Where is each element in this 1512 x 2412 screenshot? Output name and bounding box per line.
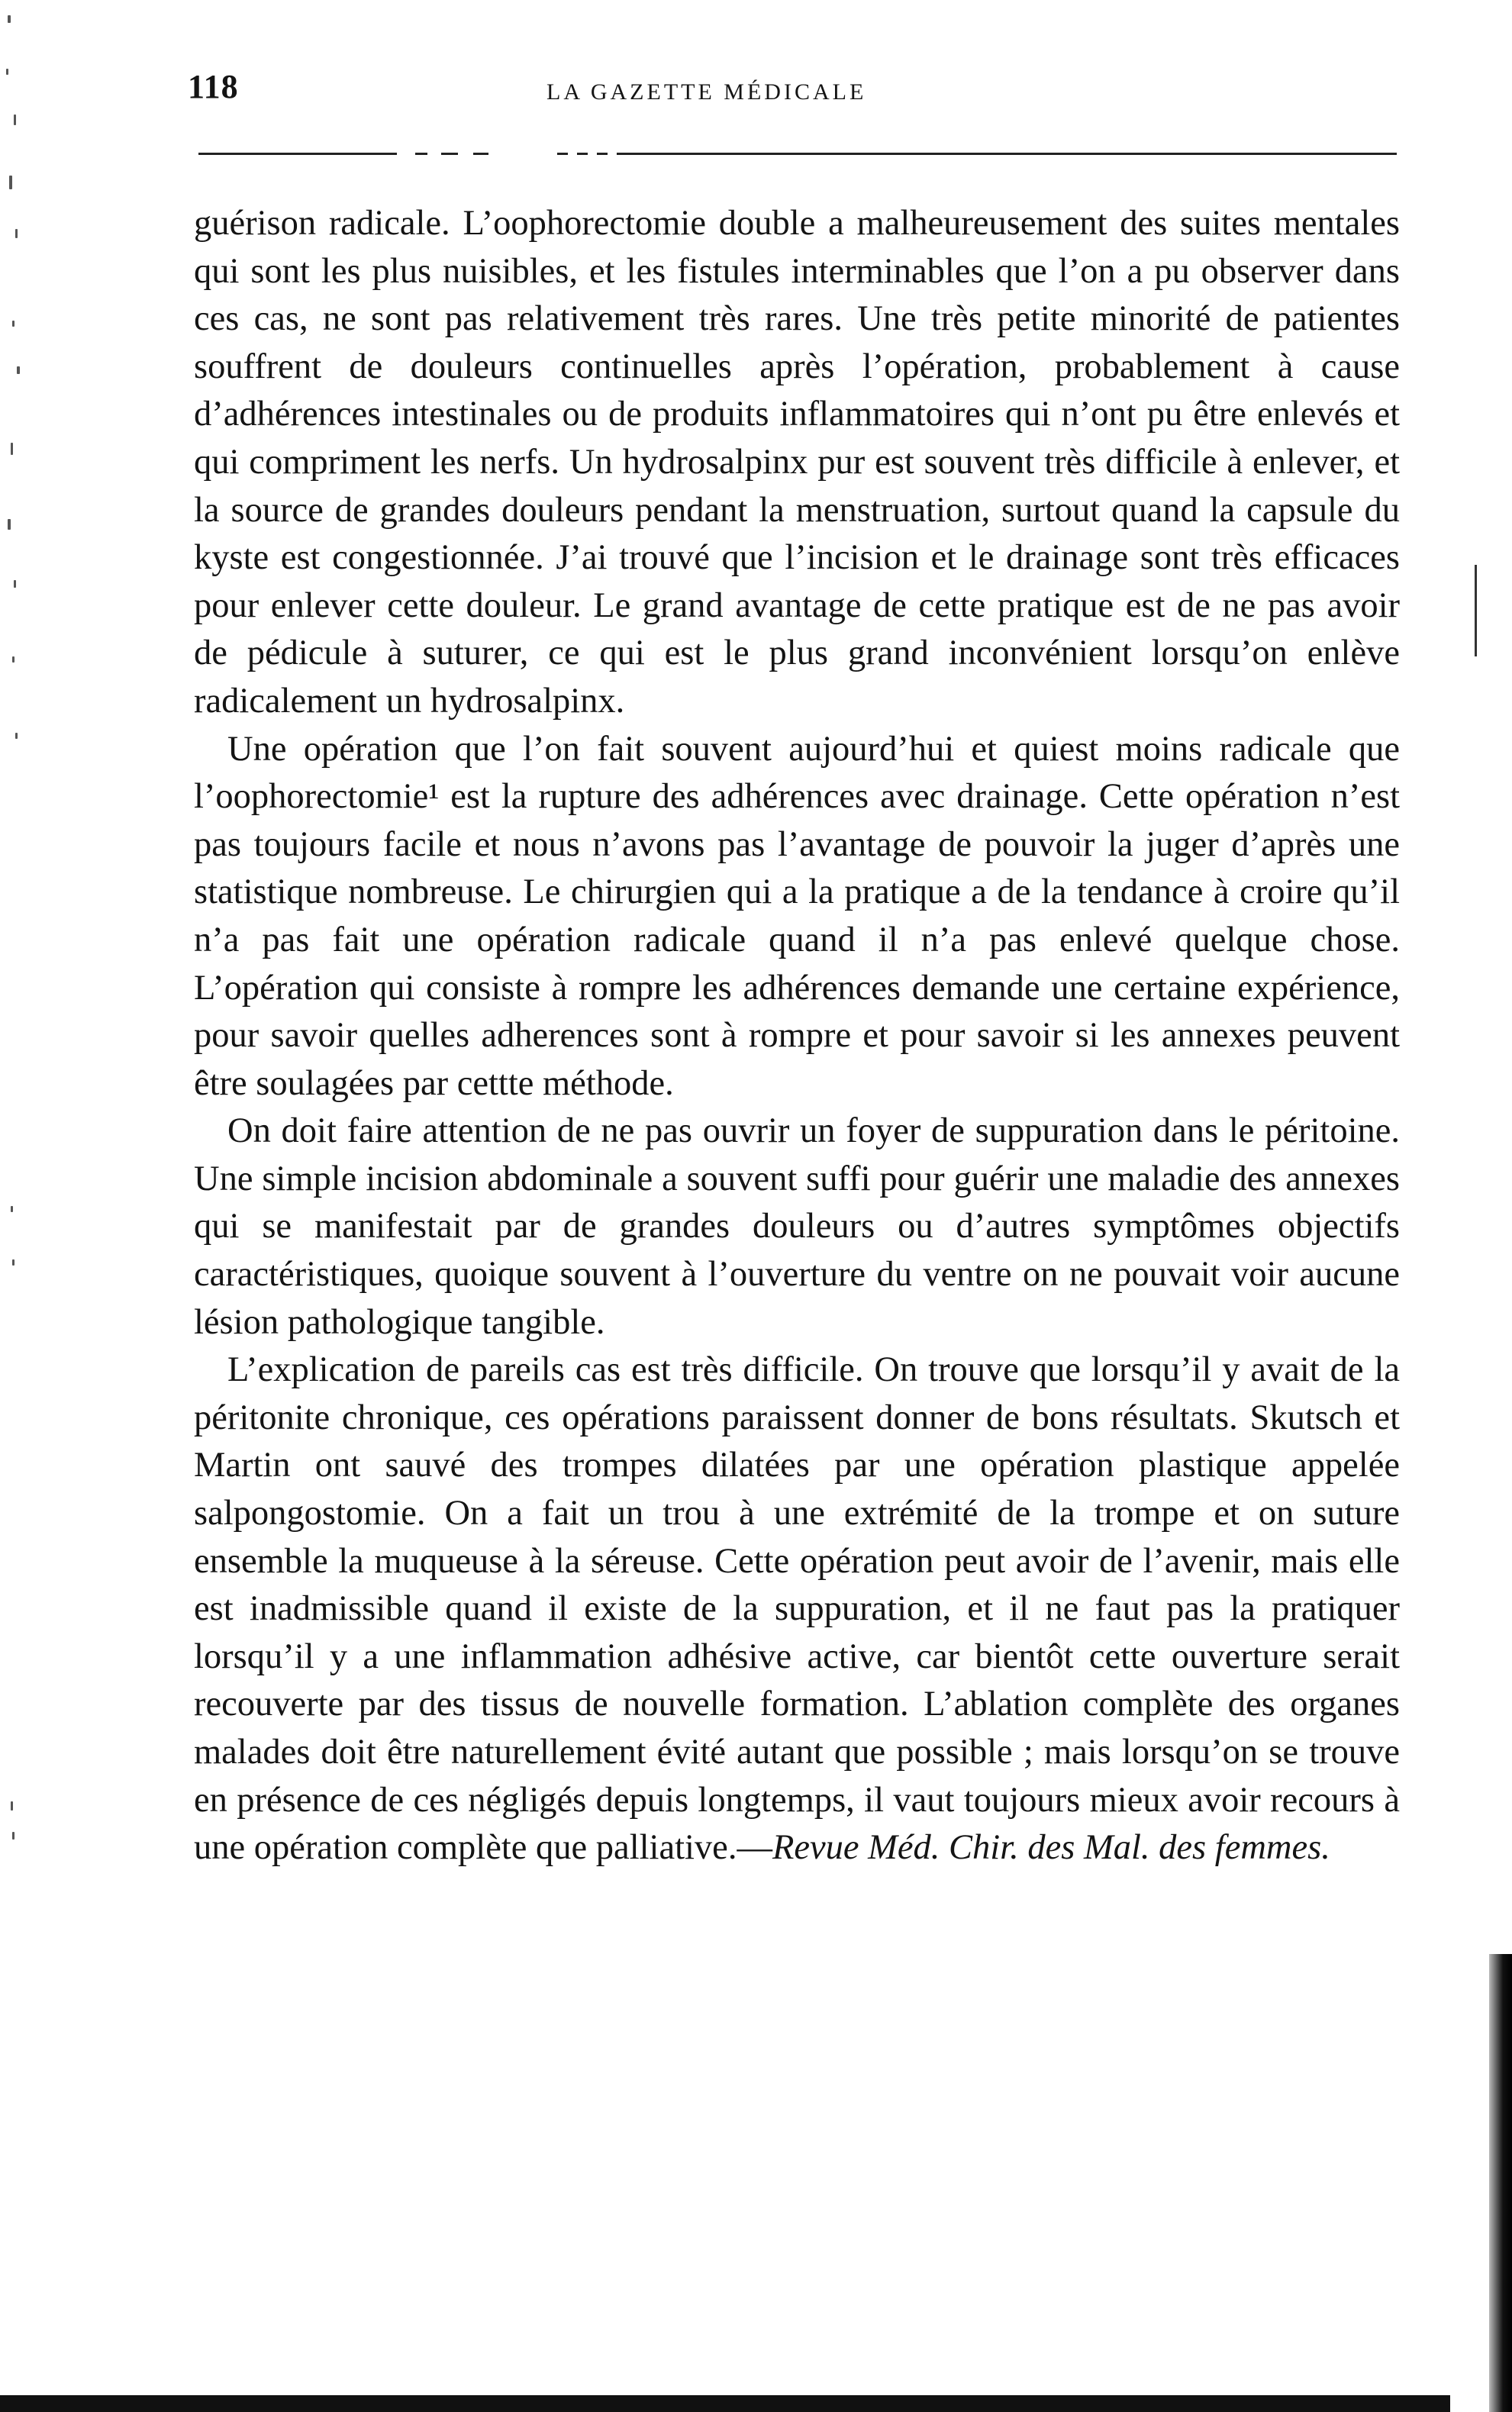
scan-speck (14, 580, 16, 588)
scan-speck (12, 321, 15, 327)
scan-speck (12, 1832, 15, 1840)
paragraph: On doit faire attention de ne pas ouvrir un foyer de suppuration dans le péritoine. Une simple incision abdominale a souvent suffi pour guérir une maladie des annexes qui se manifestait par de grandes douleurs ou d’autres symptômes objectifs caractéristiques, quoique souvent à l’ouverture du ventre on ne pouvait voir aucune lésion pathologique tangible. (194, 1111, 1400, 1342)
scan-speck (15, 229, 18, 238)
paragraph (194, 1346, 1400, 1872)
header-rule-gap (608, 148, 617, 159)
scan-speck (12, 1259, 15, 1266)
scan-edge-mark (1475, 565, 1477, 656)
header-rule-gap (568, 148, 577, 159)
scan-speck (12, 656, 15, 663)
scan-bottom-edge (0, 2395, 1450, 2412)
paragraph: guérison radicale. L’oophorectomie double a malheureusement des suites mentales qui sont les plus nuisibles, et les fistules interminables que l’on a pu observer dans ces cas, ne sont pas relativement très rares. Une très petite minorité de patientes souffrent de douleurs continuelles après l’opération, probablement à cause d’adhérences intestinales ou de produits inflammatoires qui n’ont pu être enlevés et qui compriment les nerfs. Un hydrosalpinx pur est souvent très difficile à enlever, et la source de grandes douleurs pendant la menstruation, surtout quand la capsule du kyste est congestionnée. J’ai trouvé que l’incision et le drainage sont très efficaces pour enlever cette douleur. Le grand avantage de cette pratique est de ne pas avoir de pédicule à suturer, ce qui est le plus grand inconvénient lorsqu’on enlève radicalement un hydrosalpinx. (194, 204, 1400, 721)
scan-speck (6, 69, 8, 75)
scan-speck (11, 1206, 13, 1212)
header-rule-gap (588, 148, 597, 159)
scan-speck (17, 366, 20, 374)
header-rule-gap (488, 148, 557, 159)
paragraph: Une opération que l’on fait souvent aujourd’hui et quiest moins radicale que l’oophorectomie¹ est la rupture des adhérences avec drainage. Cette opération n’est pas toujours facile et nous n’avons pas l’avantage de pouvoir la juger d’après une statistique nombreuse. Le chirurgien qui a la pratique a de la tendance à croire qu’il n’a pas fait une opération radicale quand il n’a pas enlevé quelque chose. L’opération qui consiste à rompre les adhérences demande une certaine expérience, pour savoir quelles adherences sont à rompre et pour savoir si les annexes peuvent être soulagées par cettte méthode. (194, 729, 1400, 1103)
header-rule-gap (458, 148, 473, 159)
article-body (194, 200, 1400, 1872)
scan-speck (9, 176, 12, 189)
header-rule-gap (397, 148, 415, 159)
running-head: LA GAZETTE MÉDICALE (546, 79, 867, 105)
page-number: 118 (188, 68, 239, 105)
scan-speck (14, 114, 16, 125)
scan-speck (8, 15, 11, 23)
header-rule-gap (427, 148, 441, 159)
scan-speck (11, 443, 13, 455)
paragraph-text: L’explication de pareils cas est très difficile. On trouve que lorsqu’il y avait de la péritonite chronique, ces opérations paraissent donner de bons résultats. Skutsch et Martin ont sauvé des trompes dilatées par une opération plastique appelée salpongostomie. On a fait un trou à une extrémité de la trompe et on suture ensemble la muqueuse à la séreuse. Cette opération peut avoir de l’avenir, mais elle est inadmissible quand il existe de la suppuration, et il ne faut pas la pratiquer lorsqu’il y a une inflammation adhésive active, car bientôt cette ouverture serait recouverte par des tissus de nouvelle formation. L’ablation complète des organes malades doit être naturellement évité autant que possible ; mais lorsqu’on se trouve en présence de ces négligés depuis longtemps, il vaut toujours mieux avoir recours à une opération complète que palliative.— (194, 1350, 1400, 1868)
page-header (188, 67, 1394, 121)
scan-speck (15, 733, 18, 739)
scan-speck (8, 519, 11, 530)
scan-speck (11, 1801, 13, 1811)
source-citation: Revue Méd. Chir. des Mal. des femmes. (772, 1828, 1330, 1868)
scan-edge-shadow (1489, 1954, 1512, 2412)
header-rule (198, 153, 1397, 155)
